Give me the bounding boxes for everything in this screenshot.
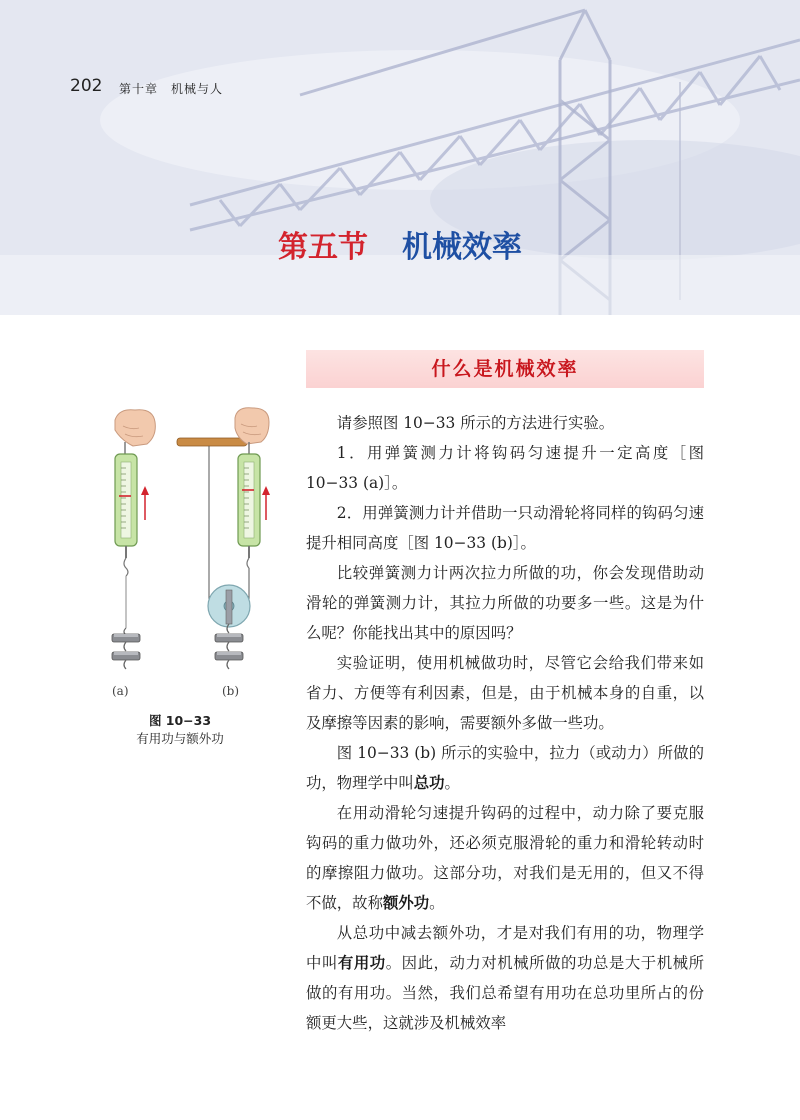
wooden-support-bar [177,438,247,446]
hand-a [115,410,155,446]
figure-label-b: (b) [222,684,240,698]
paragraph-8-text: 从总功中减去额外功，才是对我们有用的功，物理学中叫 [306,924,704,972]
figure-caption-title: 有用功与额外功 [136,731,224,746]
paragraph-7 [306,798,704,918]
paragraph-8-end: 。因此，动力对机械所做的功总是大于机械所做的有用功。当然，我们总希望有用功在总功里所占的份额更大些，这就涉及机械效率 [306,954,704,1032]
paragraph-4: 比较弹簧测力计两次拉力所做的功，你会发现借助动滑轮的弹簧测力计，其拉力所做的功要多一些。这是为什么呢？你能找出其中的原因吗？ [306,564,704,642]
paragraph-5: 实验证明，使用机械做功时，尽管它会给我们带来如省力、方便等有利因素，但是，由于机械本身的自重，以及摩擦等因素的影响，需要额外多做一些功。 [306,654,704,732]
figure-caption-id: 图 10−33 [148,713,212,728]
spring-scale-pulley-figure [95,400,275,710]
chapter-banner [0,0,800,315]
paragraph-1: 请参照图 10−33 所示的方法进行实验。 [336,414,615,432]
figure-caption [95,712,265,748]
subheading-banner: 什么是机械效率 [306,350,704,388]
paragraph-7-end: 。 [429,894,445,912]
paragraph-6-text: 图 10−33 (b) 所示的实验中，拉力（或动力）所做的功，物理学中叫 [306,744,704,792]
paragraph-3: 2．用弹簧测力计并借助一只动滑轮将同样的钩码匀速提升相同高度［图 10−33 (b)］。 [306,504,704,552]
hand-b [235,408,269,444]
paragraph-6-end: 。 [444,774,460,792]
chapter-title: 第十章 机械与人 [119,82,224,96]
paragraph-8 [306,918,704,1038]
term-useful-work: 有用功 [337,954,386,972]
paragraph-2: 1．用弹簧测力计将钩码匀速提升一定高度［图 10−33 (a)］。 [306,444,704,492]
page-number: 202 [70,76,103,96]
paragraph-6 [306,738,704,798]
crane-background-illustration [0,0,800,315]
paragraph-7-text: 在用动滑轮匀速提升钩码的过程中，动力除了要克服钩码的重力做功外，还必须克服滑轮的重力和滑轮转动时的摩擦阻力做功。这部分功，对我们是无用的，但又不得不做，故称 [306,804,704,912]
term-total-work: 总功 [413,774,445,792]
body-text [306,408,704,1038]
section-title: 机械效率 [402,230,522,265]
section-number: 第五节 [278,230,368,265]
section-heading [0,222,800,266]
term-extra-work: 额外功 [382,894,430,912]
figure-label-a: (a) [112,684,129,698]
